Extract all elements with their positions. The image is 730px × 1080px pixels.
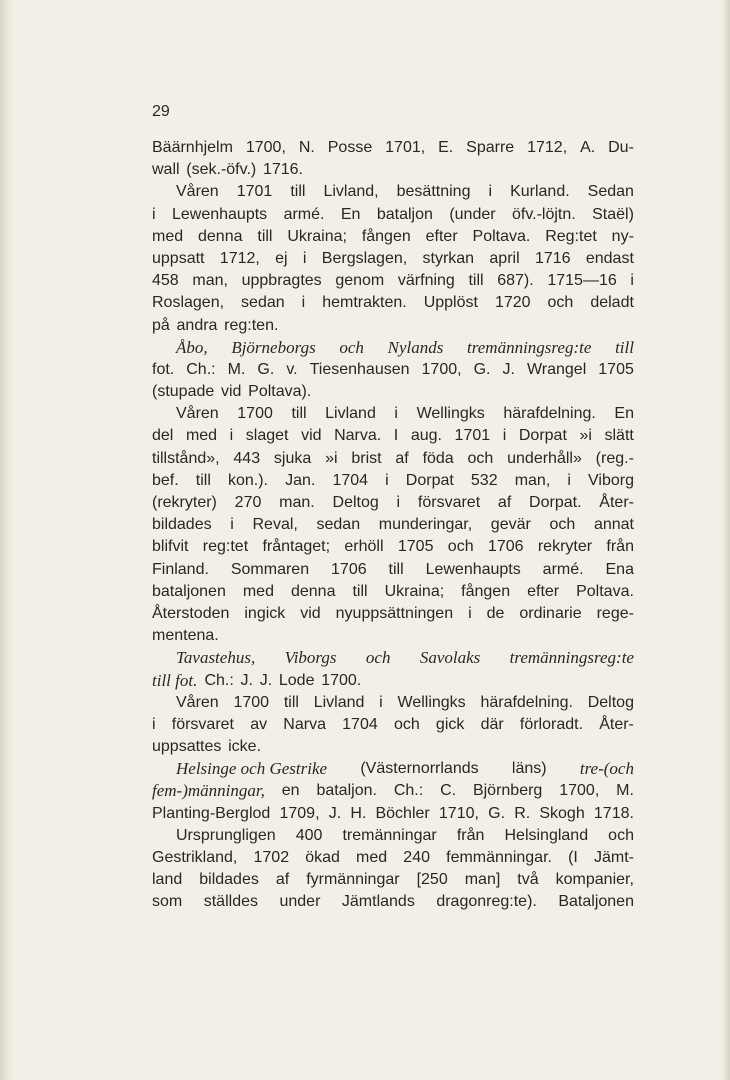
word: land xyxy=(152,871,183,889)
word: i xyxy=(152,715,156,733)
word: sjuka xyxy=(273,449,312,467)
text-line xyxy=(152,758,634,780)
word: öfv.-löjtn. xyxy=(511,205,576,223)
word: efter xyxy=(527,582,560,600)
word: bildades xyxy=(152,516,212,534)
word: Livland xyxy=(325,405,376,423)
text-line xyxy=(152,536,634,558)
word: kon.). xyxy=(227,471,268,489)
word: C. xyxy=(440,782,457,800)
word: som xyxy=(152,893,183,911)
word: [250 xyxy=(416,871,448,889)
text-line xyxy=(152,137,634,159)
word: Poltava). xyxy=(248,383,312,401)
word: där xyxy=(480,715,504,733)
word: uppsattes xyxy=(152,738,222,756)
word: i xyxy=(230,516,234,534)
word: sedan xyxy=(316,516,361,534)
word: fot. xyxy=(152,360,175,378)
word: till xyxy=(615,337,634,357)
word: J. xyxy=(259,671,273,689)
word: 1704 xyxy=(342,715,378,733)
page-number: 29 xyxy=(152,103,170,120)
word: föda xyxy=(422,449,454,467)
word: Lewenhaupts xyxy=(171,205,268,223)
word: i xyxy=(229,427,234,445)
word: slätt xyxy=(604,427,634,445)
word: Helsinge och Gestrike xyxy=(176,759,328,779)
text-line xyxy=(152,514,634,536)
word: fången xyxy=(461,582,511,600)
word: del xyxy=(152,427,174,445)
word: (reg.- xyxy=(595,449,634,467)
word: 1712, xyxy=(527,139,568,156)
word: i xyxy=(502,427,507,445)
text-line xyxy=(152,470,634,492)
word: denna xyxy=(198,227,243,245)
word: vid xyxy=(300,604,321,622)
word: uppsatt xyxy=(152,249,205,267)
word: av xyxy=(250,715,268,733)
word: med xyxy=(356,849,388,866)
word: Våren xyxy=(176,405,219,423)
word: Våren xyxy=(176,183,219,201)
word: 443 xyxy=(233,449,261,467)
word: J. xyxy=(328,804,342,822)
word: underhåll» xyxy=(507,449,582,467)
word: vid xyxy=(220,383,242,401)
word: 1705 xyxy=(397,538,434,556)
word: från xyxy=(606,538,634,556)
word: Staël) xyxy=(592,205,634,223)
word: till xyxy=(283,693,299,711)
word: 1712, xyxy=(219,249,260,267)
word: tre-(och xyxy=(579,759,634,779)
word: denna xyxy=(290,582,336,600)
word: till xyxy=(195,471,211,489)
text-line xyxy=(152,891,634,913)
word: »i xyxy=(579,427,592,445)
word: Ena xyxy=(605,560,634,578)
word: G. xyxy=(488,804,506,822)
word: i xyxy=(468,604,472,622)
word: bataljonen xyxy=(152,582,226,600)
word: tremänningsreg:te xyxy=(509,648,634,668)
word: man. xyxy=(279,494,315,511)
word: dragonreg:te). xyxy=(436,893,537,911)
word: M. xyxy=(616,782,634,800)
word: af xyxy=(395,449,409,467)
text-line xyxy=(152,780,634,802)
word: gevär xyxy=(490,516,531,534)
word: reg:tet xyxy=(202,538,249,556)
word: bef. xyxy=(152,471,179,489)
word: Helsingland xyxy=(504,826,589,844)
word: 1704 xyxy=(332,471,369,489)
text-line xyxy=(152,714,634,736)
word: femmänningar. xyxy=(446,849,552,866)
text-line xyxy=(152,425,634,447)
word: 1716. xyxy=(262,161,303,179)
word: Gestrikland, xyxy=(152,849,238,866)
word: 1701, xyxy=(385,139,426,156)
word: till xyxy=(468,272,484,290)
word: 1705 xyxy=(598,360,634,378)
word: Narva. xyxy=(334,427,382,445)
word: de xyxy=(486,604,505,622)
word: Sedan xyxy=(587,183,634,201)
word: 1720 xyxy=(494,294,531,312)
word: Wellingks xyxy=(397,693,466,711)
word: ordinarie xyxy=(519,604,582,622)
word: Lewenhaupts xyxy=(425,560,521,578)
word: armé. xyxy=(542,560,584,578)
word: 1700, xyxy=(559,782,600,800)
word: april xyxy=(489,249,520,267)
word: bildades xyxy=(199,871,259,889)
word: G. xyxy=(473,360,491,378)
text-line xyxy=(152,692,634,714)
word: försvaret xyxy=(171,715,234,733)
word: aug. xyxy=(410,427,442,445)
word: Ukraina; xyxy=(384,582,445,600)
word: 532 xyxy=(470,471,498,489)
word: i xyxy=(394,405,398,423)
word: Roslagen, xyxy=(152,294,225,312)
word: med xyxy=(152,227,184,245)
word: Ursprungligen xyxy=(176,826,276,844)
word: Wellingks xyxy=(416,405,485,423)
word: Livland, xyxy=(323,183,379,201)
text-line xyxy=(152,159,634,181)
word: en xyxy=(281,782,300,800)
word: 1706 xyxy=(331,560,367,578)
word: till xyxy=(291,405,307,423)
word: slaget xyxy=(245,427,289,445)
text-line xyxy=(152,670,634,692)
word: man, xyxy=(514,471,551,489)
word: i xyxy=(152,205,156,223)
word: rege- xyxy=(596,604,634,622)
word: Kurland. xyxy=(510,183,570,201)
text-line xyxy=(152,603,634,625)
word: Posse xyxy=(327,139,373,156)
word: Finland. xyxy=(152,560,209,578)
text-line xyxy=(152,270,634,292)
word: på xyxy=(152,316,170,334)
word: reg:ten. xyxy=(224,316,279,334)
text-line xyxy=(152,736,634,758)
word: 687). xyxy=(497,272,534,290)
word: Lode xyxy=(278,671,315,689)
word: till xyxy=(388,560,404,578)
body-text xyxy=(152,137,634,914)
text-line xyxy=(152,647,634,669)
word: 1700 xyxy=(233,693,270,711)
text-line xyxy=(152,315,634,337)
word: endast xyxy=(585,249,634,267)
word: med xyxy=(185,427,218,445)
text-line xyxy=(152,559,634,581)
word: ökad xyxy=(305,849,340,866)
word: och xyxy=(608,826,634,844)
word: och xyxy=(547,294,574,312)
word: Åbo, xyxy=(176,337,208,357)
word: (sek.-öfv.) xyxy=(186,161,257,179)
word: J. xyxy=(240,671,253,689)
text-line xyxy=(152,869,634,891)
word: Sparre xyxy=(466,139,515,156)
word: och xyxy=(549,516,576,534)
word: icke. xyxy=(228,738,262,756)
word: Återstoden xyxy=(152,604,230,622)
text-line xyxy=(152,226,634,248)
page-right-edge xyxy=(722,0,730,1080)
word: från xyxy=(456,826,485,844)
word: andra xyxy=(176,316,218,334)
word: af xyxy=(275,871,290,889)
word: ny- xyxy=(611,227,634,245)
word: fången xyxy=(361,227,411,245)
word: läns) xyxy=(511,760,547,778)
word: Planting-Berglod xyxy=(152,804,271,822)
word: 270 xyxy=(234,494,262,511)
word: styrkan xyxy=(422,249,475,267)
word: 1700 xyxy=(237,405,273,423)
word: Narva xyxy=(283,715,326,733)
word: Åter- xyxy=(599,494,634,511)
word: vid xyxy=(301,427,322,445)
word: man] xyxy=(464,871,501,889)
word: bataljon. xyxy=(316,782,377,800)
word: 1709, xyxy=(279,804,320,822)
word: genom xyxy=(335,272,385,290)
text-line xyxy=(152,181,634,203)
text-line xyxy=(152,204,634,226)
text-line xyxy=(152,825,634,847)
word: tillstånd», xyxy=(152,449,220,467)
word: En xyxy=(340,205,361,223)
word: tremänningsreg:te xyxy=(467,337,592,357)
word: Våren xyxy=(176,693,219,711)
word: Livland xyxy=(313,693,365,711)
text-line xyxy=(152,292,634,314)
word: Böchler xyxy=(375,804,430,822)
word: 400 xyxy=(295,826,323,844)
word: G. xyxy=(257,360,275,378)
text-line xyxy=(152,847,634,869)
word: Deltog xyxy=(587,693,634,711)
word: 1715—16 xyxy=(547,272,617,290)
word: Jan. xyxy=(285,471,316,489)
word: Bäärnhjelm xyxy=(152,139,233,156)
word: annat xyxy=(593,516,634,534)
word: Reg:tet xyxy=(545,227,597,245)
word: Poltava. xyxy=(576,582,634,600)
word: ej xyxy=(275,249,288,267)
word: munderingar, xyxy=(378,516,473,534)
word: deladt xyxy=(590,294,634,312)
text-line xyxy=(152,803,634,825)
text-line xyxy=(152,403,634,425)
word: 1718. xyxy=(593,804,634,822)
word: Tiesenhausen xyxy=(309,360,410,378)
text-line xyxy=(152,337,634,359)
word: J. xyxy=(502,360,515,378)
word: (stupade xyxy=(152,383,215,401)
word: (Västernorrlands xyxy=(360,760,479,778)
word: E. xyxy=(438,139,454,156)
word: i xyxy=(630,272,634,290)
word: Tavastehus, xyxy=(176,648,256,668)
word: förloradt. xyxy=(519,715,584,733)
word: hemtrakten. xyxy=(322,294,407,312)
text-line xyxy=(152,492,634,514)
word: i xyxy=(488,183,493,201)
word: (under xyxy=(449,205,496,223)
word: ställdes xyxy=(203,893,258,911)
word: »i xyxy=(325,449,338,467)
word: och xyxy=(365,648,391,668)
word: härafdelning. xyxy=(480,693,573,711)
word: En xyxy=(614,405,634,423)
word: 1702 xyxy=(253,849,290,866)
word: mentena. xyxy=(152,627,219,645)
word: wall xyxy=(152,161,180,179)
word: sedan xyxy=(241,294,285,312)
word: fyrmänningar xyxy=(306,871,400,889)
word: besättning xyxy=(396,183,471,201)
word: med xyxy=(242,582,274,600)
word: Åter- xyxy=(599,715,634,733)
word: bataljon xyxy=(376,205,433,223)
text-line xyxy=(152,581,634,603)
word: och xyxy=(339,337,364,357)
word: A. xyxy=(580,139,596,156)
word: i xyxy=(567,471,571,489)
word: i xyxy=(396,494,401,511)
word: v. xyxy=(286,360,298,378)
word: Jämtlands xyxy=(341,893,415,911)
word: Ukraina; xyxy=(287,227,347,245)
word: 1701 xyxy=(454,427,491,445)
word: fråntaget; xyxy=(262,538,331,556)
word: Viborgs xyxy=(284,648,337,668)
word: af xyxy=(497,494,512,511)
word: erhöll xyxy=(344,538,384,556)
word: gick xyxy=(435,715,465,733)
word: armé. xyxy=(283,205,325,223)
word: härafdelning. xyxy=(503,405,596,423)
word: M. xyxy=(227,360,246,378)
word: Du- xyxy=(608,139,634,156)
word: i xyxy=(385,471,389,489)
word: två xyxy=(517,871,539,889)
word: i xyxy=(379,693,383,711)
word: 458 xyxy=(152,272,179,290)
word: ingick xyxy=(244,604,286,622)
word: i xyxy=(302,249,307,267)
word: (I xyxy=(568,849,578,866)
word: Ch.: xyxy=(186,360,216,378)
page-binding-edge xyxy=(0,0,14,1080)
word: man, xyxy=(192,272,228,290)
word: blifvit xyxy=(152,538,189,556)
word: kompanier, xyxy=(555,871,634,889)
word: värfning xyxy=(397,272,455,290)
word: Bergslagen, xyxy=(321,249,408,267)
word: till xyxy=(257,227,273,245)
word: 1716 xyxy=(534,249,571,267)
word: och xyxy=(393,715,420,733)
word: (rekryter) xyxy=(152,494,217,511)
word: tremänningar xyxy=(342,826,437,844)
word: Poltava. xyxy=(472,227,531,245)
word: nyuppsättningen xyxy=(335,604,454,622)
word: rekryter xyxy=(537,538,593,556)
word: H. xyxy=(350,804,367,822)
text-line xyxy=(152,448,634,470)
word: Wrangel xyxy=(526,360,587,378)
word: Ch.: xyxy=(393,782,424,800)
word: 1700. xyxy=(321,671,362,689)
word: 1706 xyxy=(487,538,524,556)
word: Dorpat xyxy=(518,427,567,445)
word: Sommaren xyxy=(230,560,310,578)
text-line xyxy=(152,625,634,647)
word: Deltog xyxy=(332,494,379,511)
text-line xyxy=(152,381,634,403)
word: Nylands xyxy=(387,337,444,357)
word: Jämt- xyxy=(594,849,634,866)
word: Skogh xyxy=(539,804,585,822)
word: I xyxy=(393,427,399,445)
word: försvaret xyxy=(417,494,481,511)
text-line xyxy=(152,359,634,381)
word: Bataljonen xyxy=(558,893,634,911)
word: efter xyxy=(425,227,458,245)
word: och xyxy=(447,538,474,556)
word: 1700, xyxy=(421,360,462,378)
word: till xyxy=(290,183,306,201)
word: Reval, xyxy=(252,516,298,534)
word: Dorpat xyxy=(405,471,454,489)
word: Björnberg xyxy=(472,782,543,800)
word: 1710, xyxy=(438,804,479,822)
word: till xyxy=(352,582,368,600)
word: R. xyxy=(514,804,531,822)
word: Upplöst xyxy=(423,294,478,312)
word: under xyxy=(279,893,321,911)
word: Dorpat. xyxy=(529,494,582,511)
word: brist xyxy=(351,449,382,467)
word: till fot. xyxy=(152,670,198,690)
word: i xyxy=(301,294,306,312)
word: fem-)männingar, xyxy=(152,781,265,801)
word: Viborg xyxy=(588,471,634,489)
word: Ch.: xyxy=(204,671,234,689)
word: Björneborgs xyxy=(231,337,316,357)
word: 240 xyxy=(403,849,430,866)
word: 1700, xyxy=(245,139,286,156)
text-line xyxy=(152,248,634,270)
word: N. xyxy=(298,139,315,156)
word: och xyxy=(467,449,494,467)
word: uppbragtes xyxy=(241,272,322,290)
word: 1701 xyxy=(236,183,273,201)
word: Savolaks xyxy=(419,648,481,668)
